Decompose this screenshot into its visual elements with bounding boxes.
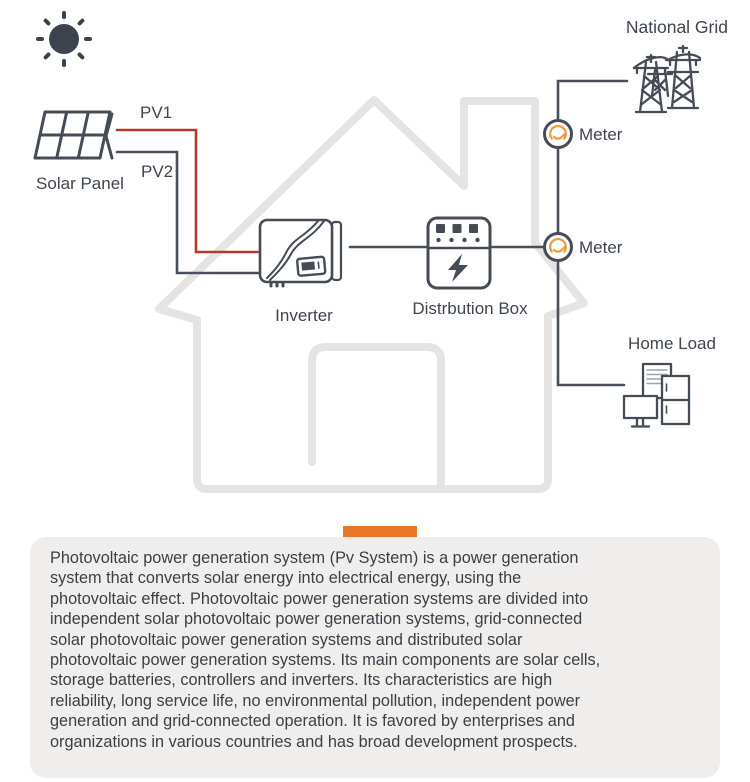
- description-line: organizations in various countries and has broad development prospects.: [50, 732, 578, 751]
- pv2-wire: [117, 152, 258, 273]
- meter-top-icon: [545, 121, 572, 148]
- description-text: [50, 548, 705, 752]
- home-load-icon: [624, 364, 689, 427]
- description-line: Photovoltaic power generation system (Pv System) is a power generation: [50, 549, 579, 567]
- grid-tower-icon: [634, 46, 700, 112]
- national-grid-label: National Grid: [625, 17, 728, 37]
- description-line: photovoltaic power generation systems. Its main components are solar cells,: [50, 651, 601, 670]
- description-line: solar photovoltaic power generation systems and distributed solar: [50, 630, 523, 649]
- inverter-label: Inverter: [275, 306, 333, 325]
- meter-top-label: Meter: [579, 125, 623, 144]
- meter-bottom-icon: [545, 234, 572, 261]
- house-outline: [159, 100, 584, 489]
- description-line: photovoltaic effect. Photovoltaic power generation systems are divided into: [50, 589, 589, 608]
- pv1-label: PV1: [140, 103, 173, 122]
- description-line: generation and grid-connected operation. It is favored by enterprises and: [50, 712, 575, 731]
- solar-panel-label: Solar Panel: [36, 174, 124, 193]
- description-card: [30, 537, 720, 778]
- description-line: independent solar photovoltaic power generation systems, grid-connected: [50, 610, 583, 629]
- description-line: system that converts solar energy into electrical energy, using the: [50, 569, 522, 588]
- description-line: storage batteries, controllers and inverters. Its characteristics are high: [50, 671, 553, 690]
- inverter-icon: [260, 220, 341, 286]
- meter-bottom-label: Meter: [579, 238, 623, 257]
- description-line: reliability, long service life, no environmental pollution, independent power: [50, 691, 581, 710]
- house-icon: [159, 100, 584, 489]
- distribution-box-icon: [428, 218, 490, 288]
- distribution-box-label: Distrbution Box: [412, 299, 528, 318]
- solar-panel-icon: [35, 112, 112, 158]
- home-load-label: Home Load: [628, 334, 716, 353]
- pv2-label: PV2: [141, 162, 174, 181]
- sun-icon: [36, 11, 92, 67]
- house-door: [312, 347, 441, 489]
